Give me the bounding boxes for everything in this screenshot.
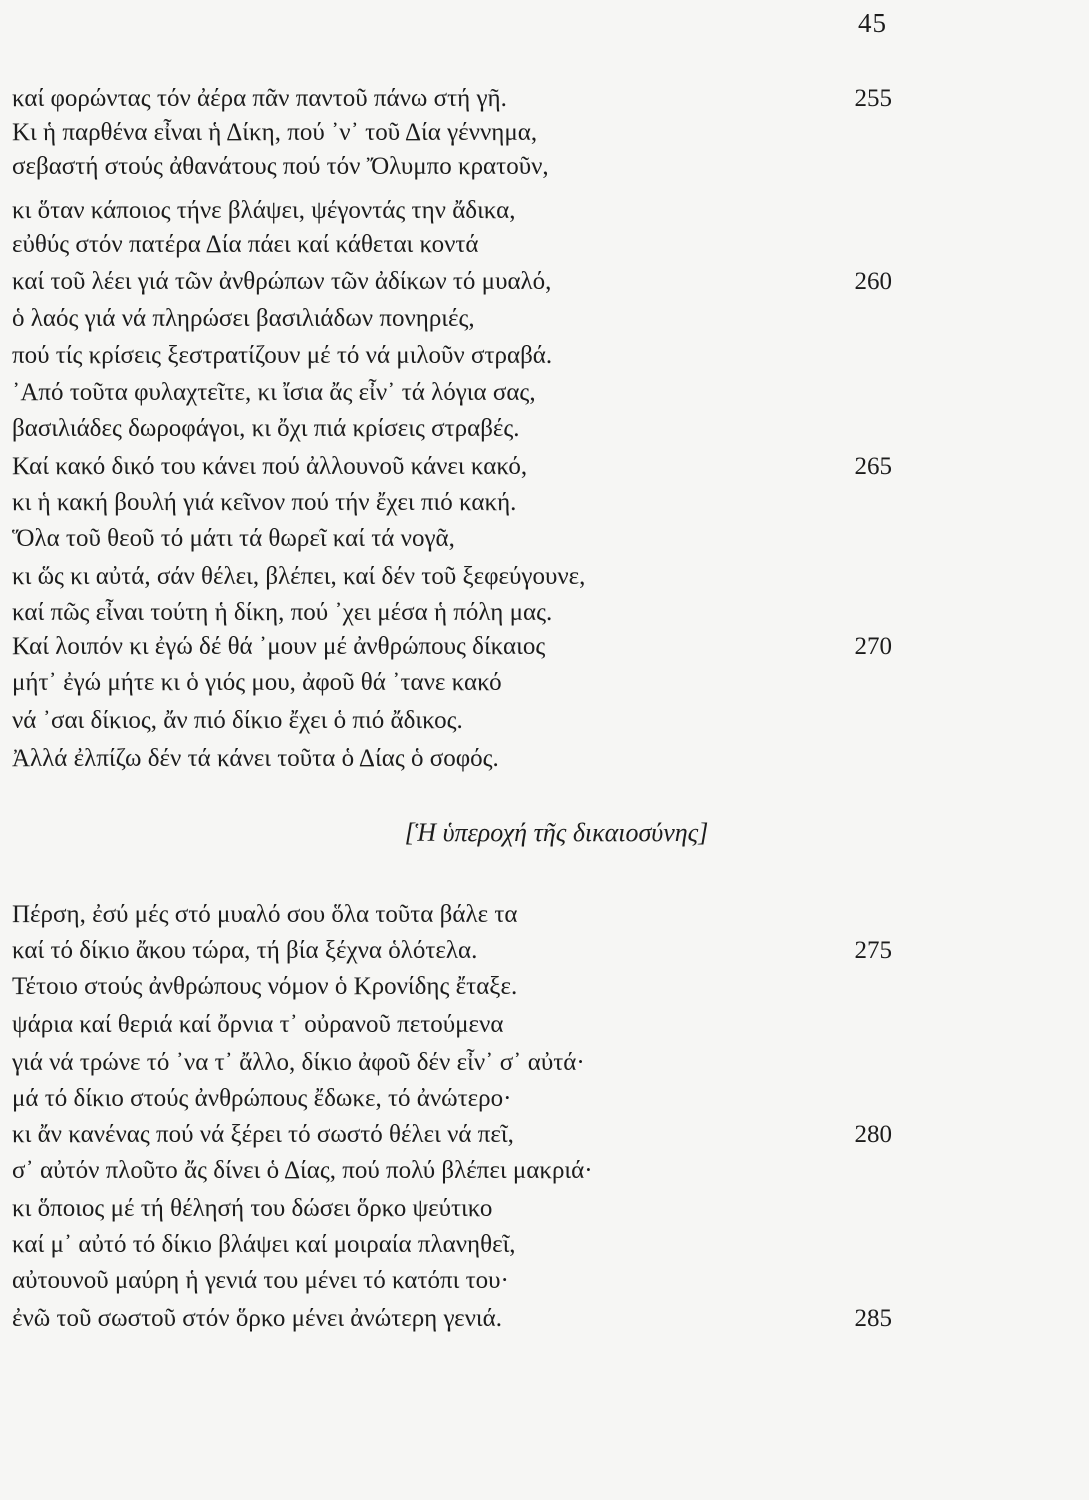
verse-line [12,1154,892,1188]
verse-line [12,1008,892,1042]
verse-line [12,742,892,776]
verse-line [12,486,892,520]
verse-text: ἐνῶ τοῦ σωστοῦ στόν ὅρκο μένει ἀνώτερη γενιά. [12,1305,502,1332]
verse-text: Καί κακό δικό του κάνει πού ἀλλουνοῦ κάνει κακό, [12,453,528,480]
verse-text: Πέρση, ἐσύ μές στό μυαλό σου ὅλα τοῦτα βάλε τα [12,901,518,928]
verse-text: καί τό δίκιο ἄκου τώρα, τή βία ξέχνα ὁλότελα. [12,937,478,964]
verse-text: μά τό δίκιο στούς ἀνθρώπους ἔδωκε, τό ἀνώτερο· [12,1085,512,1112]
verse-text: σ᾽ αὐτόν πλοῦτο ἄς δίνει ὁ Δίας, πού πολύ βλέπει μακριά· [12,1157,593,1184]
verse-line [12,194,892,228]
verse-text: καί πῶς εἶναι τούτη ἡ δίκη, πού ᾽χει μέσα ἡ πόλη μας. [12,599,553,626]
section-heading [0,818,1089,848]
verse-line [12,150,892,184]
verse-line [12,560,892,594]
verse-line [12,1228,892,1262]
verse-line [12,1302,892,1336]
verse-line [12,1082,892,1116]
page-number: 45 [858,8,887,38]
verse-text: κι ὅποιος μέ τή θέλησή του δώσει ὅρκο ψεύτικο [12,1195,493,1222]
verse-line [12,522,892,556]
line-number: 280 [854,1121,892,1148]
line-number: 285 [854,1305,892,1332]
verse-line [12,302,892,336]
verse-text: αὐτουνοῦ μαύρη ἡ γενιά του μένει τό κατόπι του· [12,1267,509,1294]
verse-text: μήτ᾽ ἐγώ μήτε κι ὁ γιός μου, ἀφοῦ θά ᾽τανε κακό [12,669,502,696]
verse-text: κι ἡ κακή βουλή γιά κεῖνον πού τήν ἔχει πιό κακή. [12,489,517,516]
verse-line [12,82,892,116]
verse-line [12,934,892,968]
verse-text: Τέτοιο στούς ἀνθρώπους νόμον ὁ Κρονίδης ἔταξε. [12,973,518,1000]
verse-line [12,265,892,299]
verse-line [12,1046,892,1080]
verse-line [12,1264,892,1298]
verse-text: εὐθύς στόν πατέρα Δία πάει καί κάθεται κοντά [12,231,479,258]
verse-text: νά ᾽σαι δίκιος, ἄν πιό δίκιο ἔχει ὁ πιό ἄδικος. [12,707,463,734]
verse-text: γιά νά τρώνε τό ᾽να τ᾽ ἄλλο, δίκιο ἀφοῦ δέν εἶν᾽ σ᾽ αὐτά· [12,1049,585,1076]
verse-line [12,116,892,150]
verse-text: ψάρια καί θεριά καί ὄρνια τ᾽ οὐρανοῦ πετούμενα [12,1011,504,1038]
verse-text: Ὅλα τοῦ θεοῦ τό μάτι τά θωρεῖ καί τά νογᾶ, [12,525,455,552]
verse-text: καί φορώντας τόν ἀέρα πᾶν παντοῦ πάνω στή γῆ. [12,85,507,112]
line-number: 260 [854,268,892,295]
verse-text: Ἀλλά ἐλπίζω δέν τά κάνει τοῦτα ὁ Δίας ὁ σοφός. [12,745,499,772]
verse-line [12,376,892,410]
line-number: 255 [854,85,892,112]
verse-text: σεβαστή στούς ἀθανάτους πού τόν Ὄλυμπο κρατοῦν, [12,153,549,180]
verse-line [12,666,892,700]
verse-text: κι ὥς κι αὐτά, σάν θέλει, βλέπει, καί δέν τοῦ ξεφεύγουνε, [12,563,586,590]
verse-line [12,704,892,738]
line-number: 265 [854,453,892,480]
verse-line [12,450,892,484]
verse-line [12,898,892,932]
verse-line [12,630,892,664]
verse-text: Κι ἡ παρθένα εἶναι ἡ Δίκη, πού ᾽ν᾽ τοῦ Δία γέννημα, [12,119,538,146]
verse-text: κι ὅταν κάποιος τήνε βλάψει, ψέγοντάς την ἄδικα, [12,197,516,224]
verse-text: ὁ λαός γιά νά πληρώσει βασιλιάδων πονηριές, [12,305,475,332]
verse-text: καί μ᾽ αὐτό τό δίκιο βλάψει καί μοιραία πλανηθεῖ, [12,1231,516,1258]
verse-line [12,412,892,446]
verse-text: ᾽Από τοῦτα φυλαχτεῖτε, κι ἴσια ἄς εἶν᾽ τά λόγια σας, [12,379,536,406]
line-number: 270 [854,633,892,660]
verse-text: κι ἄν κανένας πού νά ξέρει τό σωστό θέλει νά πεῖ, [12,1121,514,1148]
verse-text: πού τίς κρίσεις ξεστρατίζουν μέ τό νά μιλοῦν στραβά. [12,342,553,369]
verse-text: Καί λοιπόν κι ἐγώ δέ θά ᾽μουν μέ ἀνθρώπους δίκαιος [12,633,546,660]
verse-line [12,339,892,373]
verse-line [12,1192,892,1226]
verse-line [12,228,892,262]
section-heading-text: [Ἡ ὑπεροχή τῆς δικαιοσύνης] [404,818,709,847]
verse-text: καί τοῦ λέει γιά τῶν ἀνθρώπων τῶν ἀδίκων τό μυαλό, [12,268,552,295]
verse-line [12,596,892,630]
line-number: 275 [854,937,892,964]
verse-line [12,970,892,1004]
verse-text: βασιλιάδες δωροφάγοι, κι ὄχι πιά κρίσεις στραβές. [12,415,520,442]
verse-line [12,1118,892,1152]
